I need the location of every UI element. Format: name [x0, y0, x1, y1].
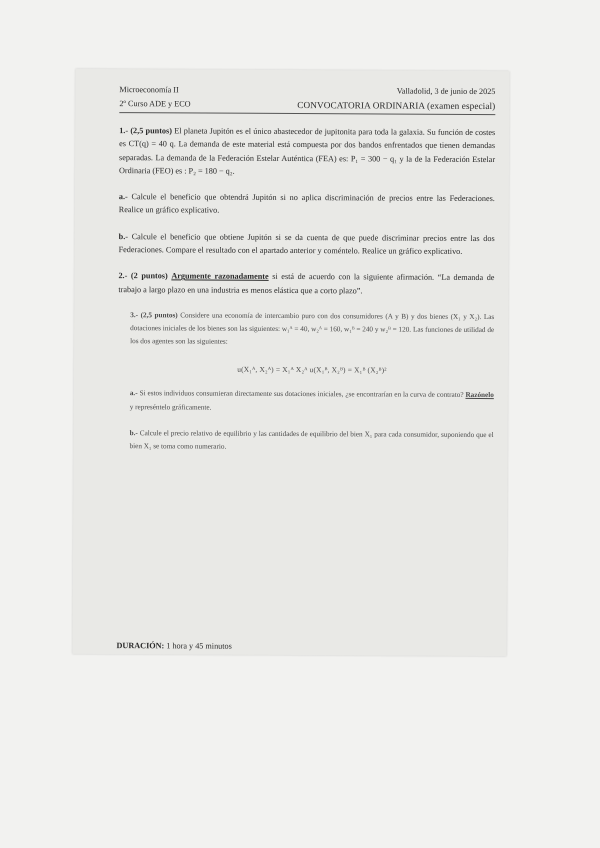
q1b-label: b.- — [118, 231, 129, 241]
exam-header — [119, 83, 495, 114]
q1a-label: a.- — [118, 192, 128, 202]
exam-duration — [116, 639, 231, 653]
q2-emphasis: Argumente razonadamente — [171, 271, 269, 282]
exam-body — [117, 124, 495, 469]
question-3-block — [118, 309, 495, 456]
q3a-text-post: y represéntelo gráficamente. — [129, 402, 212, 412]
q3b-text: Calcule el precio relativo de equilibrio y las cantidades de equilibrio del bien X₁ para cada consumidor, suponiendo que el bien X₁ se toma como numerario. — [129, 429, 494, 452]
question-1a — [119, 190, 495, 219]
q3a-emphasis: Razónelo — [465, 391, 494, 400]
question-3b — [130, 427, 494, 456]
duration-label: DURACIÓN: — [116, 641, 165, 651]
q3-text: Considere una economía de intercambio puro con dos consumidores (A y B) y dos bienes (X₁ y X₂). Las dotaciones iniciales de los bienes son las siguientes: w₁ᴬ = 40, w₂ᴬ = 160, w₁ᴮ = 240 y w₂ᴮ = 120. Las funciones de utilidad de los dos agentes son las siguientes: — [130, 311, 495, 347]
exam-title — [297, 98, 495, 114]
question-2 — [118, 269, 494, 298]
q2-label: 2.- (2 puntos) — [118, 271, 168, 281]
course-year: 2º Curso ADE y ECO — [119, 99, 191, 109]
question-3a — [130, 388, 494, 417]
exam-call-note: (examen especial) — [427, 100, 496, 112]
q3b-label: b.- — [129, 429, 138, 438]
q1a-text: Calcule el beneficio que obtendrá Jupitón si no aplica discriminación de precios entre las Federaciones. Realice un gráfico explicativo. — [118, 192, 495, 216]
exam-date: Valladolid, 3 de junio de 2025 — [396, 86, 496, 97]
exam-sheet — [72, 69, 509, 656]
question-1b — [119, 230, 495, 259]
question-1 — [119, 124, 495, 179]
q3a-text-pre: Si estos individuos consumieran directamente sus dotaciones iniciales, ¿se encontrarían en la curva de contrato? — [139, 389, 466, 400]
duration-value: 1 hora y 45 minutos — [164, 641, 232, 651]
q1-text: El planeta Jupitón es el único abastecedor de jupitonita para toda la galaxia. Su función de costes es CT(q) = 40 q. La demanda de este material está compuesta por dos bandos enfrentados que tienen demandas separadas. La demanda de la Federación Estelar Auténtica (FEA) es: P₁ = 300 − q₁ y la de la Federación Estelar Ordinaria (FEO) es : P₂ = 180 − q₂. — [118, 126, 496, 176]
q2-text: si está de acuerdo con la siguiente afirmación. “La demanda de trabajo a largo plazo en una industria es menos elástica que a corto plazo”. — [118, 272, 495, 295]
q3-label: 3.- (2,5 puntos) — [130, 310, 178, 320]
q1b-text: Calcule el beneficio que obtiene Jupitón si se da cuenta de que puede discriminar precios entre las dos Federaciones. Compare el resultado con el apartado anterior y coméntelo. Realice un gráfico explicativo. — [118, 231, 495, 256]
q3a-label: a.- — [129, 389, 138, 398]
exam-call: CONVOCATORIA ORDINARIA — [297, 100, 425, 111]
question-3 — [130, 309, 494, 351]
utility-functions: u(X₁ᴬ, X₂ᴬ) = X₁ᴬ X₂ᴬ u(X₁ᴮ, X₂ᴮ) = X₁ᴮ (X₂ᴮ)² — [237, 364, 387, 375]
course-name: Microeconomía II — [119, 85, 179, 95]
q1-label: 1.- (2,5 puntos) — [119, 126, 172, 136]
